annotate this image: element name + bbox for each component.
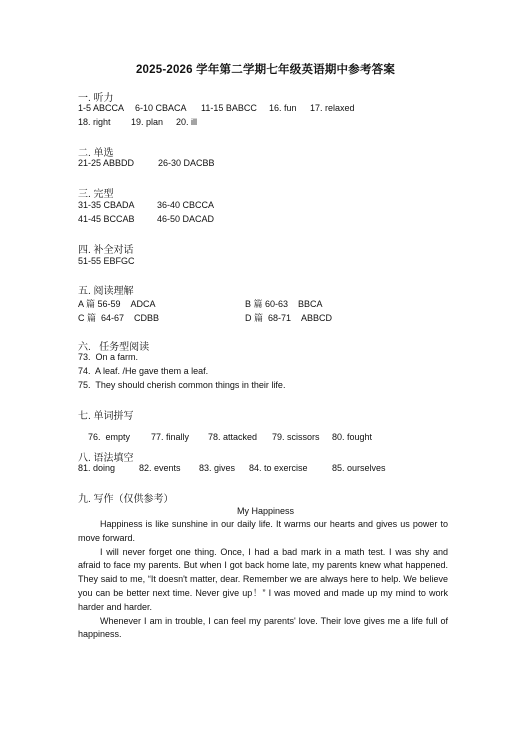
answer-item: 31-35 CBADA (78, 200, 135, 210)
answer-item: 79. scissors (272, 432, 320, 442)
page-title: 2025-2026 学年第二学期七年级英语期中参考答案 (135, 64, 396, 76)
answer-item: 46-50 DACAD (157, 214, 215, 224)
section-heading-writing: 九. 写作（仅供参考） (78, 494, 174, 505)
answer-item: 78. attacked (208, 432, 258, 442)
section-heading-task-reading: 六. 任务型阅读 (78, 342, 150, 353)
section-heading-spelling: 七. 单词拼写 (78, 411, 134, 422)
answer-item: 6-10 CBACA (135, 103, 187, 113)
answer-item: 76. empty (88, 432, 131, 442)
answer-item: 18. right (78, 117, 111, 127)
answer-item: 20. ill (176, 117, 198, 127)
answer-item: 81. doing (78, 463, 116, 473)
section-heading-single-choice: 二. 单选 (78, 148, 114, 159)
answer-item: 82. events (139, 463, 181, 473)
section-heading-dialogue: 四. 补全对话 (78, 245, 134, 256)
section-heading-reading: 五. 阅读理解 (78, 286, 134, 297)
answer-item: 84. to exercise (249, 463, 308, 473)
answer-item: 80. fought (332, 432, 373, 442)
answer-item: 21-25 ABBDD (78, 158, 135, 168)
listening-answers-line1 (78, 103, 355, 113)
dialogue-answers: 51-55 EBFGC (78, 256, 135, 266)
essay-paragraph: Happiness is like sunshine in our daily life. It warms our hearts and gives us power to move forward. (78, 519, 448, 543)
task-reading-answer: 75. They should cherish common things in their life. (78, 380, 286, 390)
reading-answers-b: B 篇 60-63 BBCA (245, 299, 323, 309)
section-heading-listening: 一. 听力 (78, 93, 114, 104)
answer-item: 17. relaxed (310, 103, 355, 113)
task-reading-answer: 74. A leaf. /He gave them a leaf. (78, 366, 209, 376)
essay-title: My Happiness (236, 506, 295, 516)
answer-item: 19. plan (131, 117, 164, 127)
reading-answers-a: A 篇 56-59 ADCA (78, 299, 156, 309)
reading-answers-d: D 篇 68-71 ABBCD (245, 313, 333, 323)
grammar-answers (78, 463, 386, 473)
answer-item: 85. ourselves (332, 463, 386, 473)
answer-item: 41-45 BCCAB (78, 214, 135, 224)
task-reading-answer: 73. On a farm. (78, 352, 139, 362)
cloze-answers-line2 (78, 214, 214, 224)
answer-item: 11-15 BABCC (201, 103, 257, 113)
section-heading-cloze: 三. 完型 (78, 189, 114, 200)
reading-answers-c: C 篇 64-67 CDBB (78, 313, 160, 323)
answer-item: 83. gives (199, 463, 236, 473)
answer-item: 1-5 ABCCA (78, 103, 125, 113)
listening-answers-line2 (78, 117, 197, 127)
essay-paragraph: I will never forget one thing. Once, I had a bad mark in a math test. I was shy and afraid to face my parents. But when I got back home late, my parents knew what happened. They said to me, “It doesn't matter, dear. Remember we are always here to help. We believe you can be better next time. Never give up！” I was moved and made up my mind to work harder and harder. (78, 546, 448, 612)
cloze-answers-line1 (78, 200, 214, 210)
answer-item: 36-40 CBCCA (157, 200, 215, 210)
section-heading-grammar: 八. 语法填空 (78, 453, 134, 464)
essay-body (78, 518, 448, 642)
essay-paragraph: Whenever I am in trouble, I can feel my parents' love. Their love gives me a life full of happiness. (78, 615, 448, 640)
answer-item: 16. fun (269, 103, 297, 113)
single-choice-answers (78, 158, 215, 168)
answer-item: 77. finally (151, 432, 190, 442)
spelling-answers (78, 422, 372, 452)
answer-item: 26-30 DACBB (158, 158, 215, 168)
